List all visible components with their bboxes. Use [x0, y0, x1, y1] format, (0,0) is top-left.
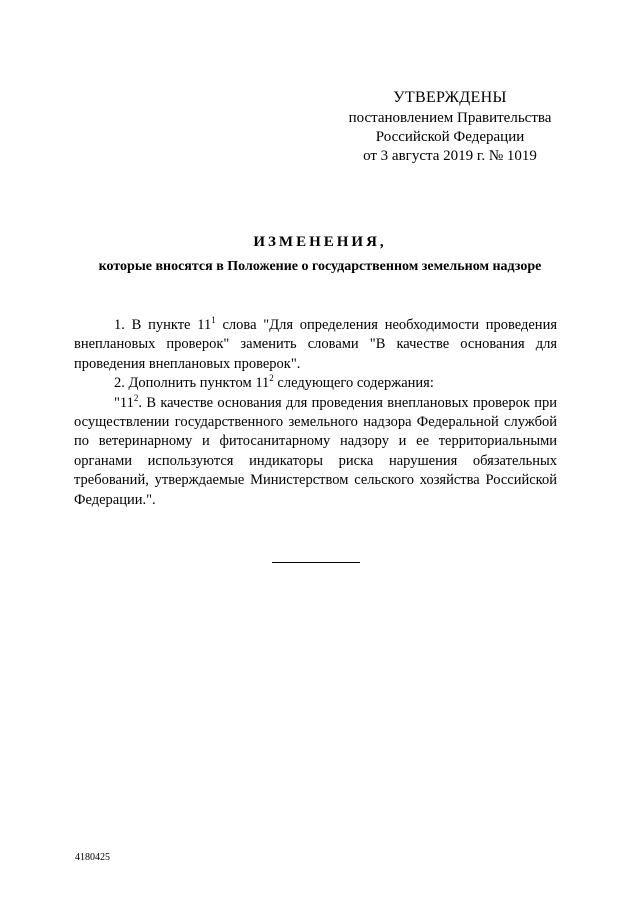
- item-2-text-cont: следующего содержания:: [273, 375, 434, 392]
- item-1: [74, 316, 557, 374]
- quoted-clause: [74, 394, 557, 510]
- item-2-text: 2. Дополнить пунктом 11: [114, 375, 270, 392]
- approval-date-number: от 3 августа 2019 г. № 1019: [363, 148, 537, 164]
- approval-heading: УТВЕРЖДЕНЫ: [393, 89, 507, 106]
- document-subtitle: которые вносятся в Положение о государственном земельном надзоре: [98, 259, 542, 274]
- item-2: [74, 374, 557, 393]
- quote-text-cont: . В качестве основания для проведения внеплановых проверок при осуществлении государственного земельного надзора Федеральной службой по ветеринарному и фитосанитарному надзору и ее территориальными органами используются индикаторы риска нарушения обязательных требований, утверждаемые Министерством сельского хозяйства Российской Федерации.".: [74, 394, 557, 508]
- approval-block: [330, 88, 570, 166]
- document-body: [74, 316, 557, 510]
- approval-line: Российской Федерации: [375, 129, 525, 145]
- quote-superscript: 2: [133, 392, 139, 403]
- item-2-superscript: 2: [269, 373, 274, 384]
- quote-text: "11: [114, 394, 134, 411]
- approval-line: постановлением Правительства: [348, 110, 552, 126]
- document-title: ИЗМЕНЕНИЯ,: [253, 234, 387, 250]
- document-number: 4180425: [75, 852, 110, 863]
- item-1-text: 1. В пункте 11: [114, 317, 212, 333]
- separator-line: [272, 562, 360, 563]
- item-1-text-cont: слова "Для определения необходимости проведения внеплановых проверок" заменить словами "В качестве основания для проведения внеплановых проверок".: [74, 317, 557, 372]
- item-1-superscript: 1: [211, 315, 216, 326]
